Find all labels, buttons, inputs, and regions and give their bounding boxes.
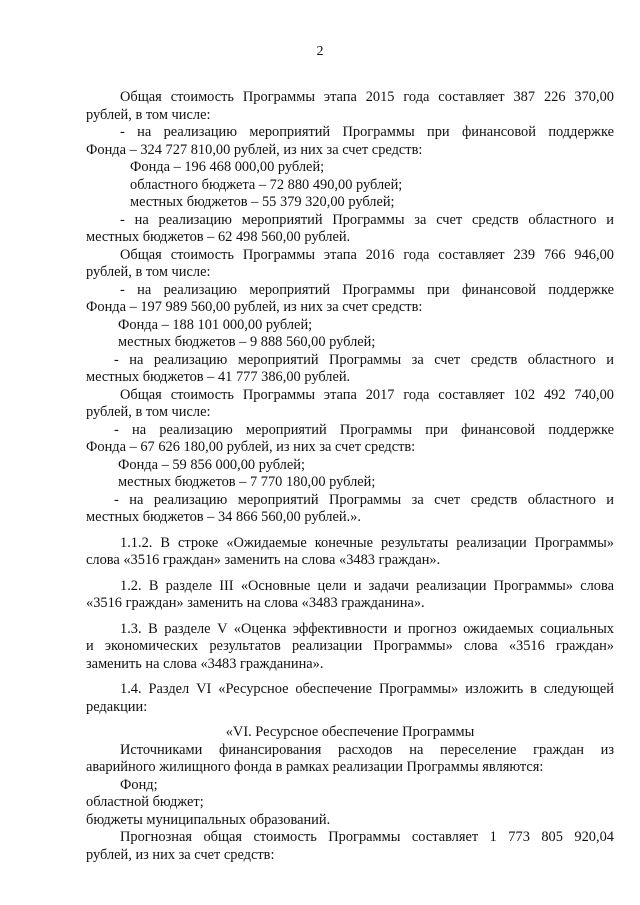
text-line: слова «3516 граждан» заменить на слова «3483 граждан». xyxy=(86,552,441,568)
text-line: Фонда – 188 101 000,00 рублей; xyxy=(118,316,313,333)
text-line: 1.1.2. В строке «Ожидаемые конечные результаты реализации Программы» xyxy=(120,534,614,551)
text-line: рублей, из них за счет средств: xyxy=(86,846,275,863)
text-line: Фонда – 59 856 000,00 рублей; xyxy=(118,456,305,473)
text-line: 1.4. Раздел VI «Ресурсное обеспечение Программы» изложить в следующей xyxy=(120,681,614,697)
text-line: областного бюджета – 72 880 490,00 рублей; xyxy=(130,176,403,193)
text-line: Фонда – 196 468 000,00 рублей; xyxy=(130,159,325,175)
document-body xyxy=(86,89,614,864)
text-line: бюджеты муниципальных образований. xyxy=(86,811,331,828)
text-line: Фонда – 197 989 560,00 рублей, из них за счет средств: xyxy=(86,299,423,315)
text-line: местных бюджетов – 41 777 386,00 рублей. xyxy=(86,369,351,385)
text-line: 1.2. В разделе III «Основные цели и задачи реализации Программы» слова xyxy=(120,577,614,594)
text-line: местных бюджетов – 7 770 180,00 рублей; xyxy=(118,474,376,490)
text-line: заменить на слова «3483 гражданина». xyxy=(86,655,324,672)
text-line: - на реализацию мероприятий Программы при финансовой поддержке xyxy=(114,421,614,438)
text-line: Источниками финансирования расходов на переселение граждан из xyxy=(120,741,614,758)
text-line: местных бюджетов – 55 379 320,00 рублей; xyxy=(130,194,395,210)
section-heading: «VI. Ресурсное обеспечение Программы xyxy=(225,724,475,740)
text-line: областной бюджет; xyxy=(86,794,204,810)
text-line: местных бюджетов – 62 498 560,00 рублей. xyxy=(86,229,351,245)
text-line: рублей, в том числе: xyxy=(86,404,211,420)
text-line: Общая стоимость Программы этапа 2017 года составляет 102 492 740,00 xyxy=(120,386,614,403)
text-line: аварийного жилищного фонда в рамках реализации Программы являются: xyxy=(86,759,544,775)
text-line: 1.3. В разделе V «Оценка эффективности и прогноз ожидаемых социальных xyxy=(120,620,614,637)
text-line: - на реализацию мероприятий Программы за счет средств областного и xyxy=(120,211,614,228)
text-line: - на реализацию мероприятий Программы при финансовой поддержке xyxy=(120,124,614,140)
text-line: и экономических результатов реализации Программы» слова «3516 граждан» xyxy=(86,638,614,654)
text-line: - на реализацию мероприятий Программы при финансовой поддержке xyxy=(120,281,614,298)
text-line: рублей, в том числе: xyxy=(86,264,211,280)
text-line: Общая стоимость Программы этапа 2015 года составляет 387 226 370,00 xyxy=(120,89,614,105)
text-line: Фонда – 324 727 810,00 рублей, из них за счет средств: xyxy=(86,141,423,158)
text-line: редакции: xyxy=(86,698,148,715)
page-number: 2 xyxy=(316,44,324,59)
text-line: - на реализацию мероприятий Программы за счет средств областного и xyxy=(114,491,614,508)
text-line: Фонда – 67 626 180,00 рублей, из них за счет средств: xyxy=(86,439,416,455)
text-line: Прогнозная общая стоимость Программы составляет 1 773 805 920,04 xyxy=(120,829,614,845)
text-line: Общая стоимость Программы этапа 2016 года составляет 239 766 946,00 xyxy=(120,246,614,263)
text-line: рублей, в том числе: xyxy=(86,106,211,123)
text-line: Фонд; xyxy=(120,776,158,793)
text-line: местных бюджетов – 9 888 560,00 рублей; xyxy=(118,334,376,350)
text-line: «3516 граждан» заменить на слова «3483 гражданина». xyxy=(86,595,425,611)
text-line: местных бюджетов – 34 866 560,00 рублей.». xyxy=(86,509,361,525)
text-line: - на реализацию мероприятий Программы за счет средств областного и xyxy=(114,351,614,368)
